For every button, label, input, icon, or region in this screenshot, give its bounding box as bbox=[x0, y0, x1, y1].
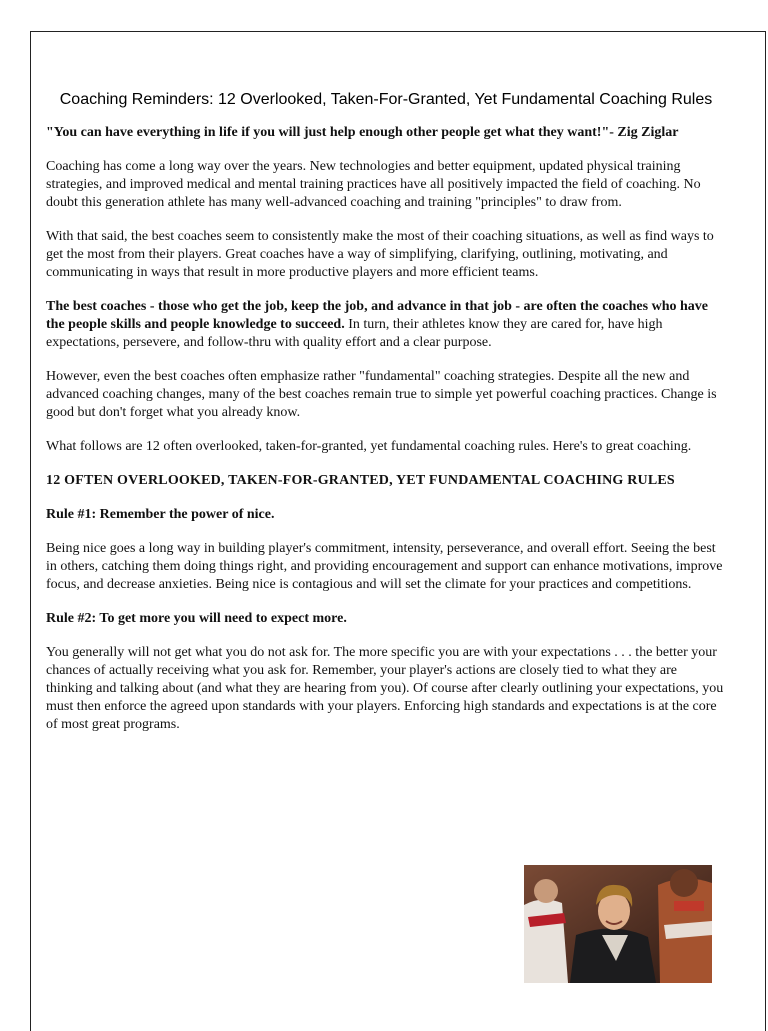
section-heading: 12 OFTEN OVERLOOKED, TAKEN-FOR-GRANTED, YET FUNDAMENTAL COACHING RULES bbox=[46, 473, 675, 488]
rule-2-body: You generally will not get what you do not ask for. The more specific you are with your expectations . . . the better your chances of actually receiving what you ask for. Remember, your player's actions are closely tied to what they are thinking and talking about (and what they are hearing from you). Of course after clearly outlining your expectations, you must then enforce the agreed upon standards with your players. Enforcing high standards and expectations is at the core of most great programs. bbox=[46, 645, 724, 732]
opening-quote: "You can have everything in life if you will just help enough other people get what they want!"- Zig Ziglar bbox=[46, 125, 679, 140]
paragraph-people-skills bbox=[46, 298, 726, 352]
rule-2-heading: Rule #2: To get more you will need to expect more. bbox=[46, 611, 347, 626]
rule-1-heading: Rule #1: Remember the power of nice. bbox=[46, 507, 275, 522]
rule-1-body: Being nice goes a long way in building player's commitment, intensity, perseverance, and overall effort. Seeing the best in others, catching them doing things right, and providing encouragement and support can enhance motivations, improve focus, and decrease anxieties. Being nice is contagious and will set the climate for your practices and competitions. bbox=[46, 541, 723, 592]
paragraph-fundamentals: However, even the best coaches often emphasize rather "fundamental" coaching strategies. Despite all the new and advanced coaching changes, many of the best coaches remain true to simple yet powerful coaching practices. Change is good but don't forget what you already know. bbox=[46, 369, 717, 420]
paragraph-intro: Coaching has come a long way over the years. New technologies and better equipment, updated physical training strategies, and improved medical and mental training practices have all positively impacted the field of coaching. No doubt this generation athlete has many well-advanced coaching and training "principles" to draw from. bbox=[46, 159, 701, 210]
document-content bbox=[46, 90, 726, 750]
people-skills-rest: In turn, their athletes know they are cared for, have high expectations, persevere, and follow-thru with quality effort and a clear purpose. bbox=[46, 317, 663, 350]
coach-photo bbox=[524, 865, 712, 983]
document-page bbox=[30, 31, 766, 1031]
paragraph-what-follows: What follows are 12 often overlooked, taken-for-granted, yet fundamental coaching rules. Here's to great coaching. bbox=[46, 439, 692, 454]
paragraph-best-coaches: With that said, the best coaches seem to consistently make the most of their coaching situations, as well as find ways to get the most from their players. Great coaches have a way of simplifying, clarifying, outlining, motivating, and communicating in ways that result in more productive players and more efficient teams. bbox=[46, 229, 714, 280]
page-title: Coaching Reminders: 12 Overlooked, Taken-For-Granted, Yet Fundamental Coaching Rules bbox=[59, 91, 713, 108]
people-skills-emphasis: The best coaches - those who get the job, keep the job, and advance in that job - are often the coaches who have the people skills and people knowledge to succeed. bbox=[46, 299, 708, 332]
coach-photo-illustration bbox=[524, 865, 712, 983]
